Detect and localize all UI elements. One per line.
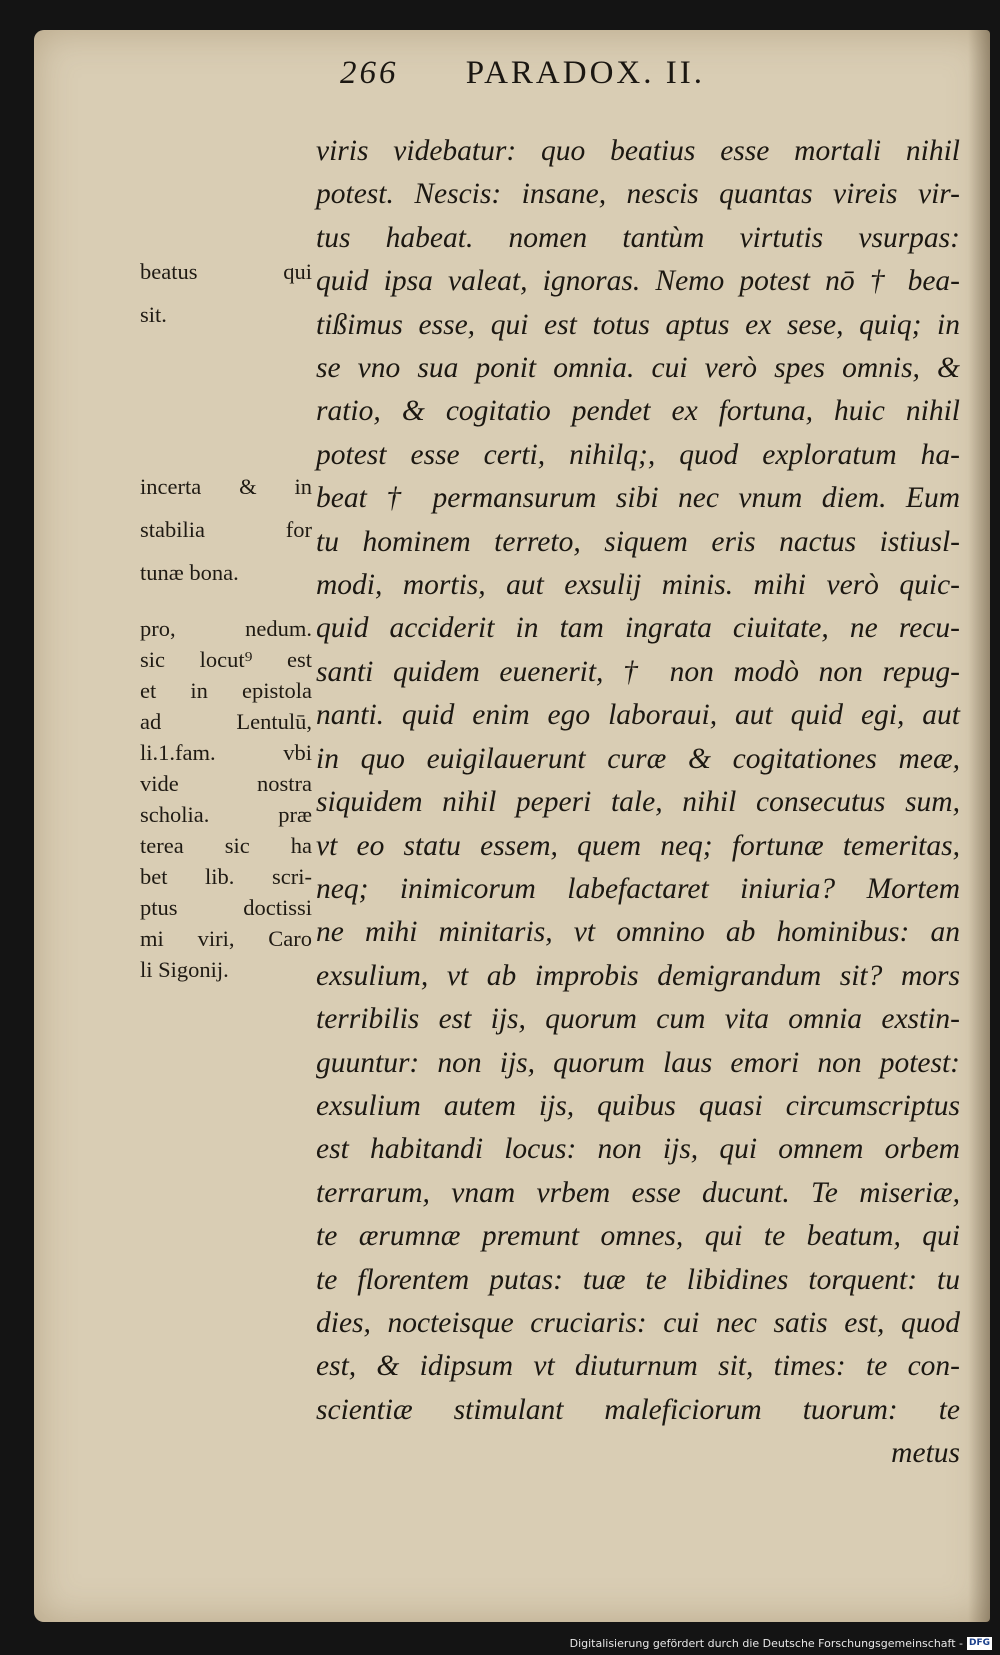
- margin-note-line: vide nostra: [140, 771, 312, 796]
- credit-text: Digitalisierung gefördert durch die Deutsche Forschungsgemeinschaft -: [569, 1636, 963, 1650]
- text-line: terrarum, vnam vrbem esse ducunt. Te miseriæ,: [316, 1176, 960, 1209]
- margin-note-line: tunæ bona.: [140, 560, 239, 585]
- margin-note-line: scholia. præ: [140, 802, 312, 827]
- page-number: 266: [340, 55, 399, 91]
- margin-note: [140, 250, 312, 336]
- text-line: in quo euigilauerunt curæ & cogitationes meæ,: [316, 742, 960, 775]
- text-line: vt eo statu essem, quem neq; fortunæ temeritas,: [316, 829, 960, 862]
- margin-note-line: beatus qui: [140, 259, 312, 284]
- text-line: te ærumnæ premunt omnes, qui te beatum, qui: [316, 1220, 960, 1253]
- text-line: exsulium autem ijs, quibus quasi circumscriptus: [316, 1089, 960, 1122]
- margin-note-line: li.1.fam. vbi: [140, 740, 312, 765]
- text-line: terribilis est ijs, quorum cum vita omnia exstin-: [316, 1003, 960, 1036]
- text-line: neq; inimicorum labefactaret iniuria? Mortem: [316, 872, 960, 905]
- text-line: siquidem nihil peperi tale, nihil consecutus sum,: [316, 786, 960, 819]
- text-line: tu hominem terreto, siquem eris nactus istiusl-: [316, 525, 960, 558]
- text-line: ratio, & cogitatio pendet ex fortuna, huic nihil: [316, 395, 960, 428]
- margin-note-line: ptus doctissi: [140, 895, 312, 920]
- text-line: potest esse certi, nihilq;, quod exploratum ha-: [316, 438, 960, 471]
- margin-note-line: ad Lentulū,: [140, 709, 312, 734]
- margin-note: [140, 613, 312, 985]
- margin-note-line: stabilia for: [140, 517, 312, 542]
- page-fold-shadow: [968, 30, 990, 1622]
- margin-note-line: sit.: [140, 302, 167, 327]
- margin-note-line: li Sigonij.: [140, 957, 229, 982]
- text-line: tißimus esse, qui est totus aptus ex sese, quiq; in: [316, 308, 960, 341]
- margin-note-line: et in epistola: [140, 678, 312, 703]
- text-line: te florentem putas: tuæ te libidines torquent: tu: [316, 1263, 960, 1296]
- margin-note: [140, 465, 312, 594]
- digitization-credit: [570, 1635, 992, 1651]
- dfg-logo: DFG: [968, 1637, 990, 1648]
- text-line: viris videbatur: quo beatius esse mortali nihil: [316, 135, 960, 167]
- running-title: PARADOX. II.: [465, 55, 705, 91]
- text-line: scientiæ stimulant maleficiorum tuorum: te: [316, 1393, 960, 1426]
- text-line: tus habeat. nomen tantùm virtutis vsurpas:: [316, 221, 960, 254]
- text-line: est habitandi locus: non ijs, qui omnem orbem: [316, 1133, 960, 1166]
- text-line: nanti. quid enim ego laboraui, aut quid egi, aut: [316, 699, 960, 732]
- text-line: beat † permansurum sibi nec vnum diem. Eum: [316, 482, 960, 515]
- margin-note-line: terea sic ha: [140, 833, 312, 858]
- margin-note-line: pro, nedum.: [140, 616, 312, 641]
- text-line: quid acciderit in tam ingrata ciuitate, ne recu-: [316, 612, 960, 645]
- text-line: metus: [891, 1437, 960, 1470]
- text-line: dies, nocteisque cruciaris: cui nec satis est, quod: [316, 1306, 960, 1339]
- text-line: exsulium, vt ab improbis demigrandum sit? mors: [316, 959, 960, 992]
- text-line: ne mihi minitaris, vt omnino ab hominibus: an: [316, 916, 960, 949]
- text-line: est, & idipsum vt diuturnum sit, times: te con-: [316, 1350, 960, 1383]
- text-line: quid ipsa valeat, ignoras. Nemo potest nō † bea-: [316, 265, 960, 298]
- text-line: guuntur: non ijs, quorum laus emori non potest:: [316, 1046, 960, 1079]
- margin-note-line: bet lib. scri-: [140, 864, 312, 889]
- margin-note-line: sic locut⁹ est: [140, 647, 312, 672]
- text-line: potest. Nescis: insane, nescis quantas vireis vir-: [316, 178, 960, 211]
- page-header: [340, 55, 820, 92]
- text-line: santi quidem euenerit, † non modò non repug-: [316, 655, 960, 688]
- margin-note-line: mi viri, Caro: [140, 926, 312, 951]
- text-line: modi, mortis, aut exsulij minis. mihi verò quic-: [316, 569, 960, 602]
- text-line: se vno sua ponit omnia. cui verò spes omnis, &: [316, 352, 960, 385]
- main-text-block: [316, 130, 960, 1476]
- margin-note-line: incerta & in: [140, 474, 312, 499]
